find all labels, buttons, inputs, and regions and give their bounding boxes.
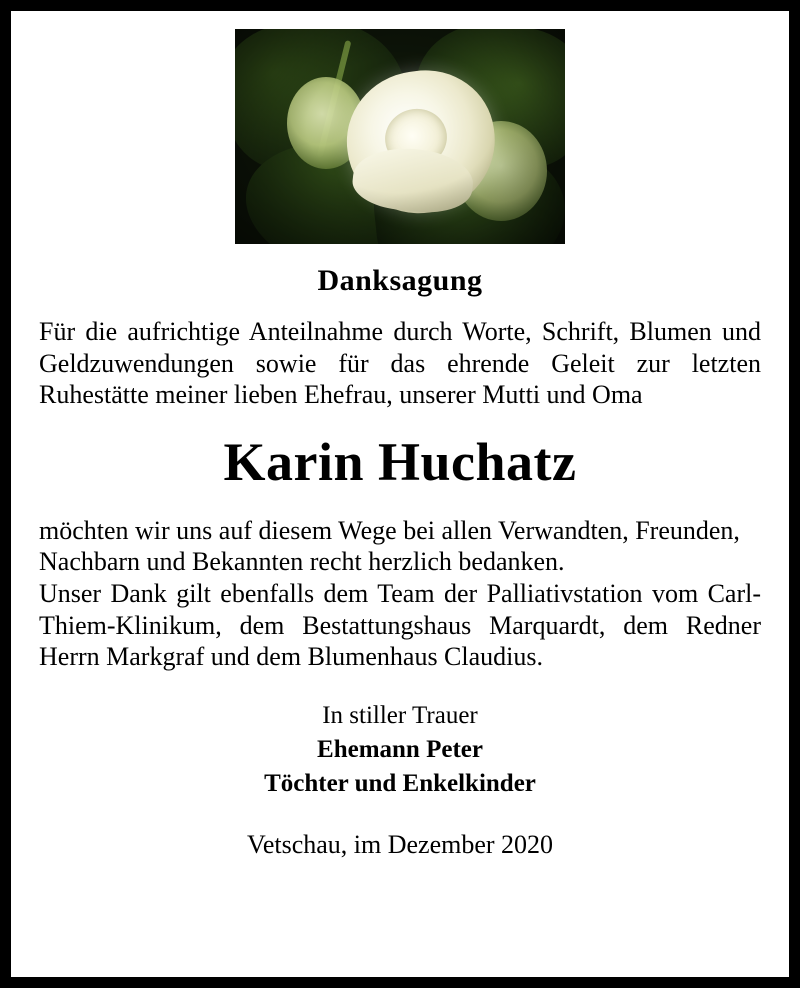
flower-photo bbox=[235, 29, 565, 244]
closing-line-family: Töchter und Enkelkinder bbox=[264, 769, 536, 797]
intro-paragraph: Für die aufrichtige Anteilnahme durch Worte, Schrift, Blumen und Geldzuwendungen sowie für das ehrende Geleit zur letzten Ruhestätte meiner lieben Ehefrau, unserer Mutti und Oma bbox=[39, 317, 761, 410]
body-block bbox=[39, 515, 761, 674]
team-thanks-paragraph: Unser Dank gilt ebenfalls dem Team der Palliativstation vom Carl-Thiem-Klinikum, dem Bestattungshaus Marquardt, dem Redner Herrn Markgraf und dem Blumenhaus Claudius. bbox=[39, 578, 761, 672]
closing-block bbox=[39, 699, 761, 800]
deceased-name: Karin Huchatz bbox=[223, 432, 577, 493]
photo-vignette bbox=[235, 29, 565, 244]
closing-line-mourning: In stiller Trauer bbox=[322, 702, 478, 730]
place-and-date: Vetschau, im Dezember 2020 bbox=[246, 830, 554, 860]
thanks-paragraph: möchten wir uns auf diesem Wege bei allen Verwandten, Freunden, Nachbarn und Bekannten recht herzlich bedanken. bbox=[39, 515, 740, 577]
page-title: Danksagung bbox=[317, 264, 483, 297]
closing-line-husband: Ehemann Peter bbox=[317, 735, 483, 763]
